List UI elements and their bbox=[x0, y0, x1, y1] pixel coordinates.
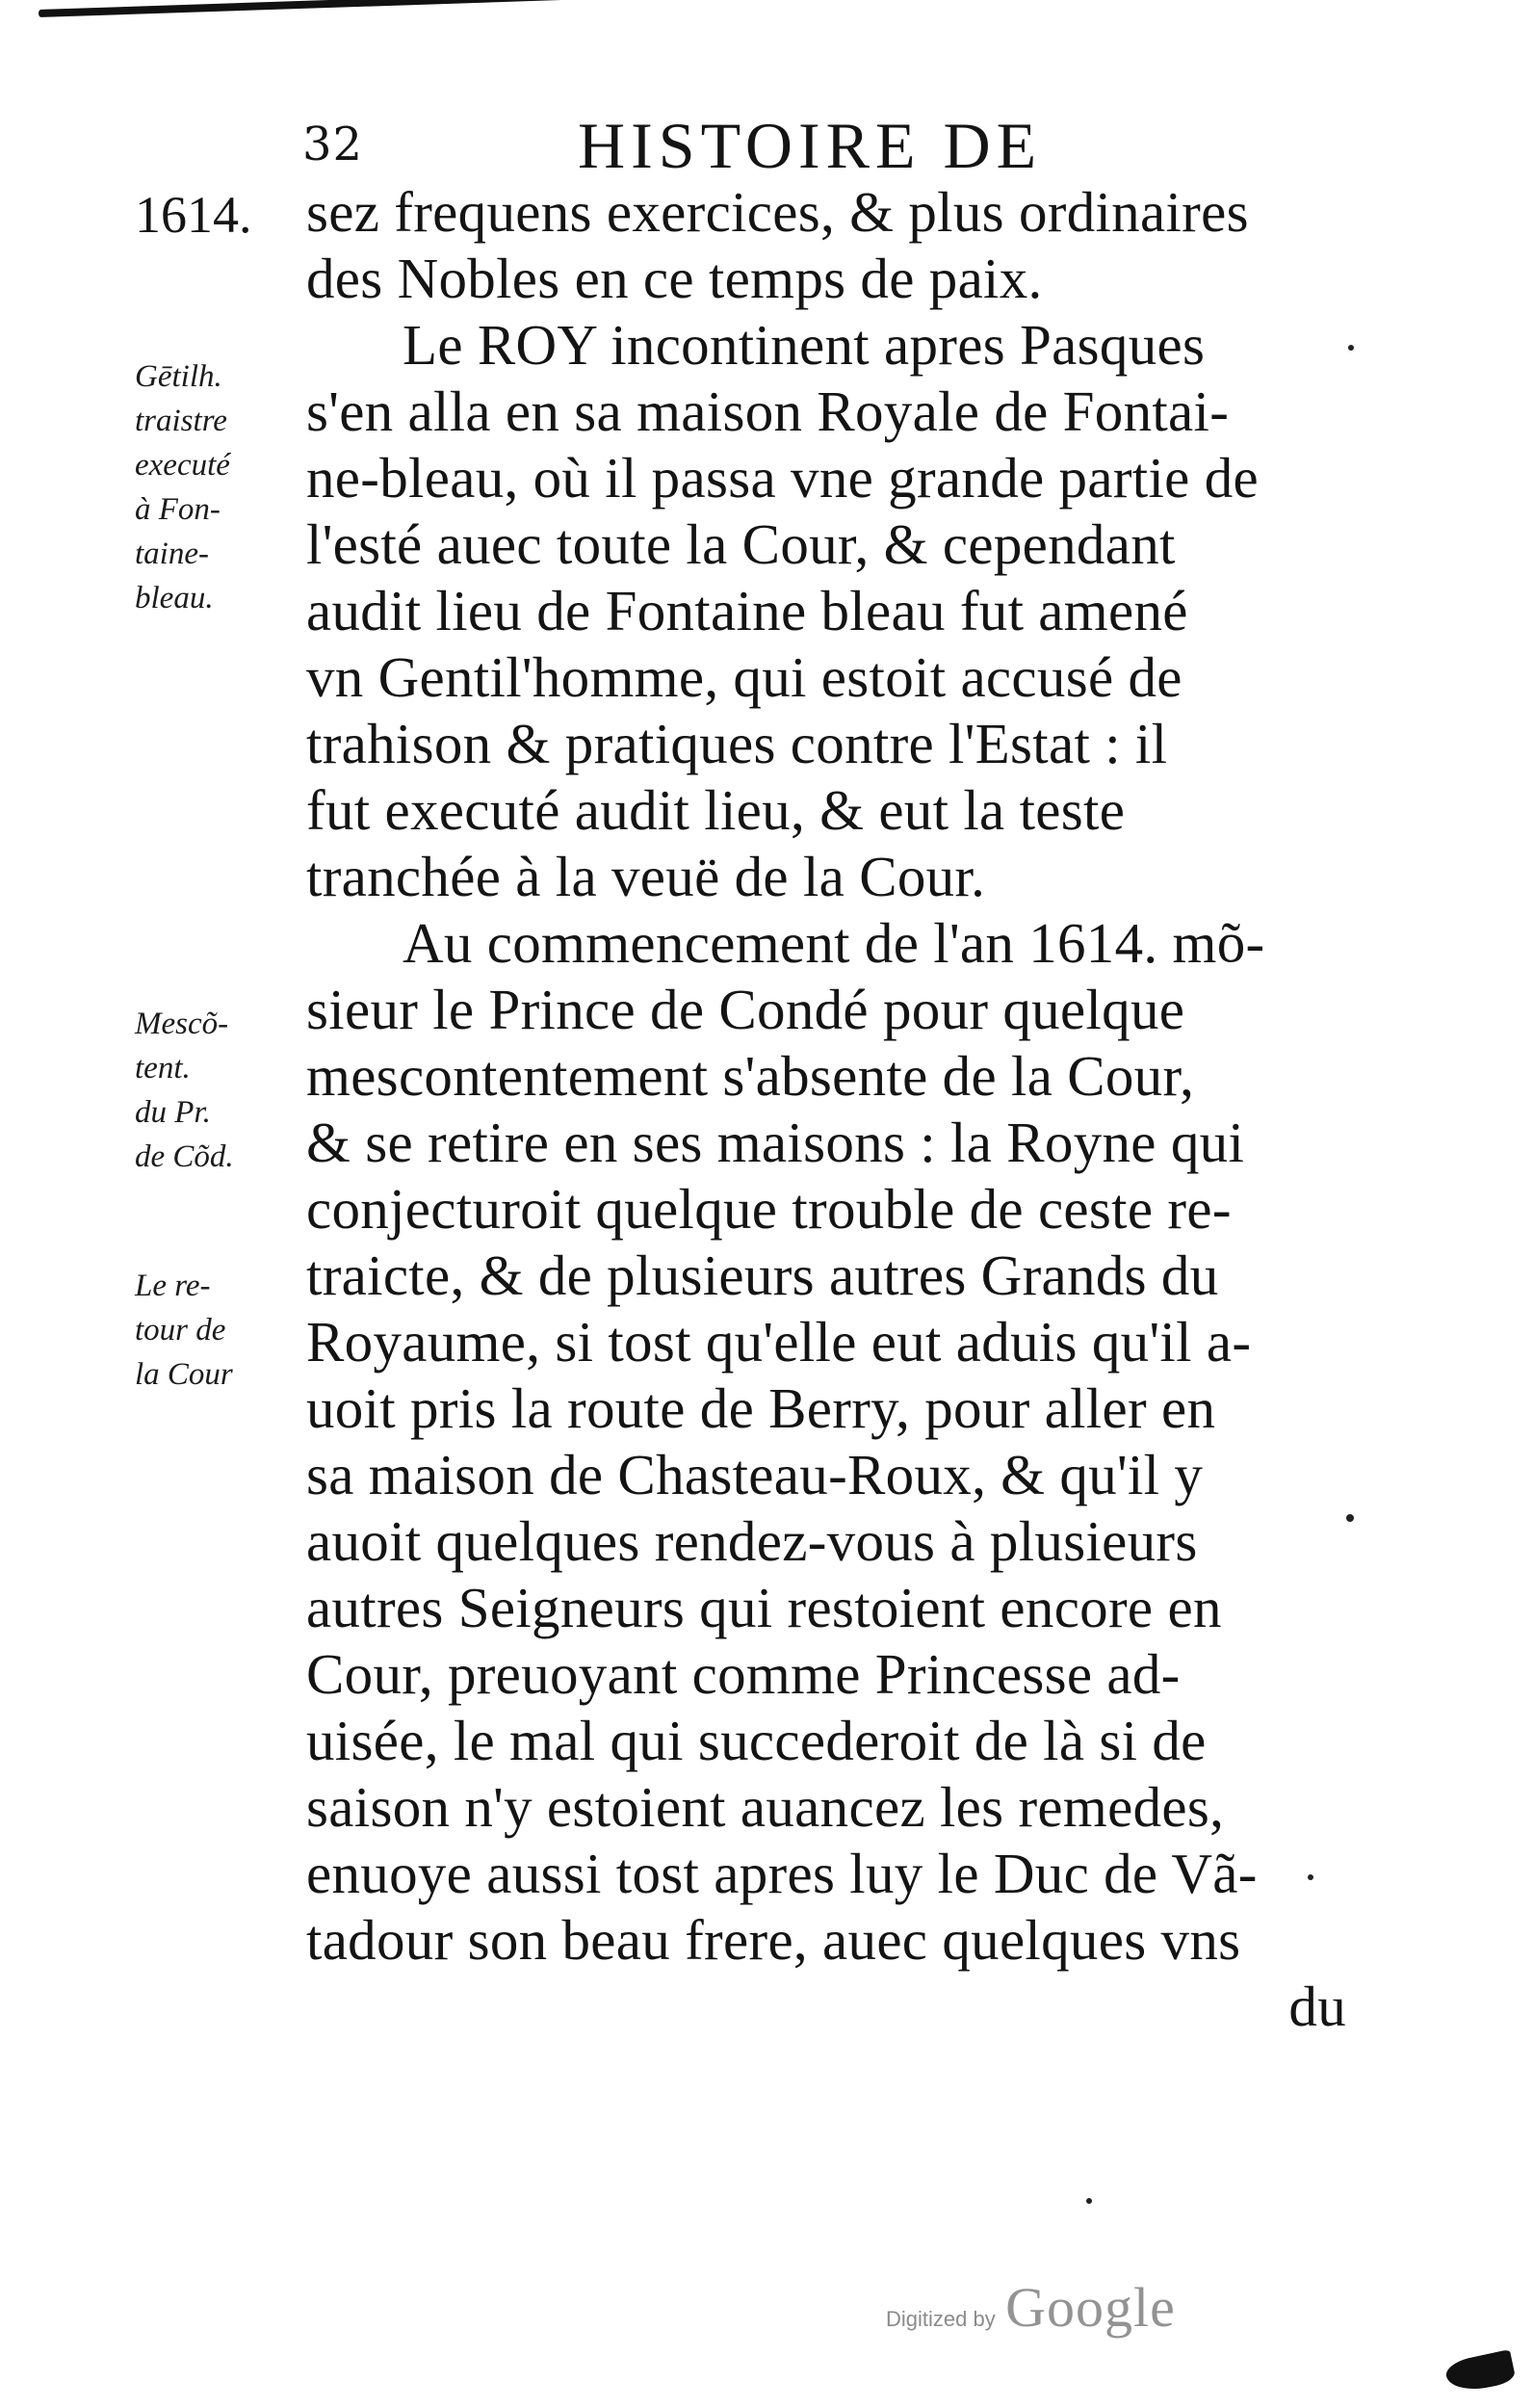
text-line: Royaume, si tost qu'elle eut aduis qu'il a- bbox=[306, 1310, 1252, 1374]
margin-note-line: de Cõd. bbox=[135, 1139, 234, 1174]
text-line: l'esté auec toute la Cour, & cependant bbox=[306, 512, 1176, 576]
text-line: & se retire en ses maisons : la Royne qui bbox=[306, 1111, 1245, 1174]
running-head bbox=[289, 108, 1261, 185]
text-line: uoit pris la route de Berry, pour aller en bbox=[306, 1376, 1216, 1440]
margin-note-line: tent. bbox=[135, 1051, 191, 1086]
text-line: tadour son beau frere, auec quelques vns bbox=[306, 1908, 1241, 1972]
paragraph-start-line: Au commencement de l'an 1614. mõ- bbox=[403, 911, 1265, 975]
google-logo: Google bbox=[1005, 2276, 1176, 2339]
margin-note-gentilhomme bbox=[135, 354, 299, 620]
watermark-prefix: Digitized by bbox=[886, 2307, 996, 2331]
margin-note-line: Mescõ- bbox=[135, 1007, 229, 1041]
text-line: saison n'y estoient auancez les remedes, bbox=[306, 1775, 1225, 1839]
text-line: tranchée à la veuë de la Cour. bbox=[306, 845, 986, 908]
text-line: uisée, le mal qui succederoit de là si de bbox=[306, 1709, 1207, 1772]
text-line: mescontentement s'absente de la Cour, bbox=[306, 1044, 1195, 1108]
text-line: s'en alla en sa maison Royale de Fontai- bbox=[306, 380, 1230, 443]
text-line: Cour, preuoyant comme Princesse ad- bbox=[306, 1642, 1181, 1706]
text-line: fut executé audit lieu, & eut la teste bbox=[306, 778, 1126, 842]
top-border-rule bbox=[39, 0, 1059, 17]
text-line: trahison & pratiques contre l'Estat : il bbox=[306, 712, 1168, 775]
margin-note-line: taine- bbox=[135, 537, 209, 571]
google-watermark bbox=[886, 2275, 1176, 2340]
margin-note-line: la Cour bbox=[135, 1357, 233, 1392]
ink-speck bbox=[1348, 345, 1354, 351]
text-line: conjecturoit quelque trouble de ceste re- bbox=[306, 1177, 1232, 1241]
margin-note-line: du Pr. bbox=[135, 1095, 211, 1130]
text-line: enuoye aussi tost apres luy le Duc de Vã- bbox=[306, 1842, 1258, 1905]
margin-note-line: à Fon- bbox=[135, 492, 221, 527]
text-line: vn Gentil'homme, qui estoit accusé de bbox=[306, 645, 1182, 709]
margin-note-line: bleau. bbox=[135, 581, 214, 615]
text-line: traicte, & de plusieurs autres Grands du bbox=[306, 1243, 1219, 1307]
ink-speck bbox=[1308, 1874, 1313, 1880]
margin-note-mescontent bbox=[135, 1002, 299, 1179]
margin-note-line: tour de bbox=[135, 1313, 226, 1348]
ink-speck bbox=[1346, 1514, 1354, 1522]
ink-speck bbox=[1086, 2198, 1092, 2204]
text-line: sez frequens exercices, & plus ordinaires bbox=[306, 180, 1249, 244]
ink-blot bbox=[1443, 2349, 1517, 2395]
year-marginal: 1614. bbox=[135, 186, 252, 244]
text-line: audit lieu de Fontaine bleau fut amené bbox=[306, 579, 1188, 642]
page-number: 32 bbox=[302, 118, 364, 171]
margin-note-line: Le re- bbox=[135, 1269, 211, 1303]
text-line: sa maison de Chasteau-Roux, & qu'il y bbox=[306, 1443, 1204, 1506]
text-line: autres Seigneurs qui restoient encore en bbox=[306, 1576, 1222, 1639]
text-line: auoit quelques rendez-vous à plusieurs bbox=[306, 1509, 1198, 1573]
margin-note-line: traistre bbox=[135, 404, 227, 438]
margin-note-retour bbox=[135, 1264, 299, 1397]
body-text bbox=[306, 179, 1356, 2040]
page-title: HISTOIRE DE bbox=[578, 109, 1043, 182]
margin-note-line: executé bbox=[135, 448, 230, 483]
margin-note-line: Gētilh. bbox=[135, 359, 222, 394]
text-line: des Nobles en ce temps de paix. bbox=[306, 247, 1043, 310]
text-line: ne-bleau, où il passa vne grande partie de bbox=[306, 446, 1259, 510]
paragraph-start-line: Le ROY incontinent apres Pasques bbox=[403, 313, 1206, 377]
catchword: du bbox=[1288, 1975, 1346, 2038]
text-line: sieur le Prince de Condé pour quelque bbox=[306, 978, 1185, 1041]
